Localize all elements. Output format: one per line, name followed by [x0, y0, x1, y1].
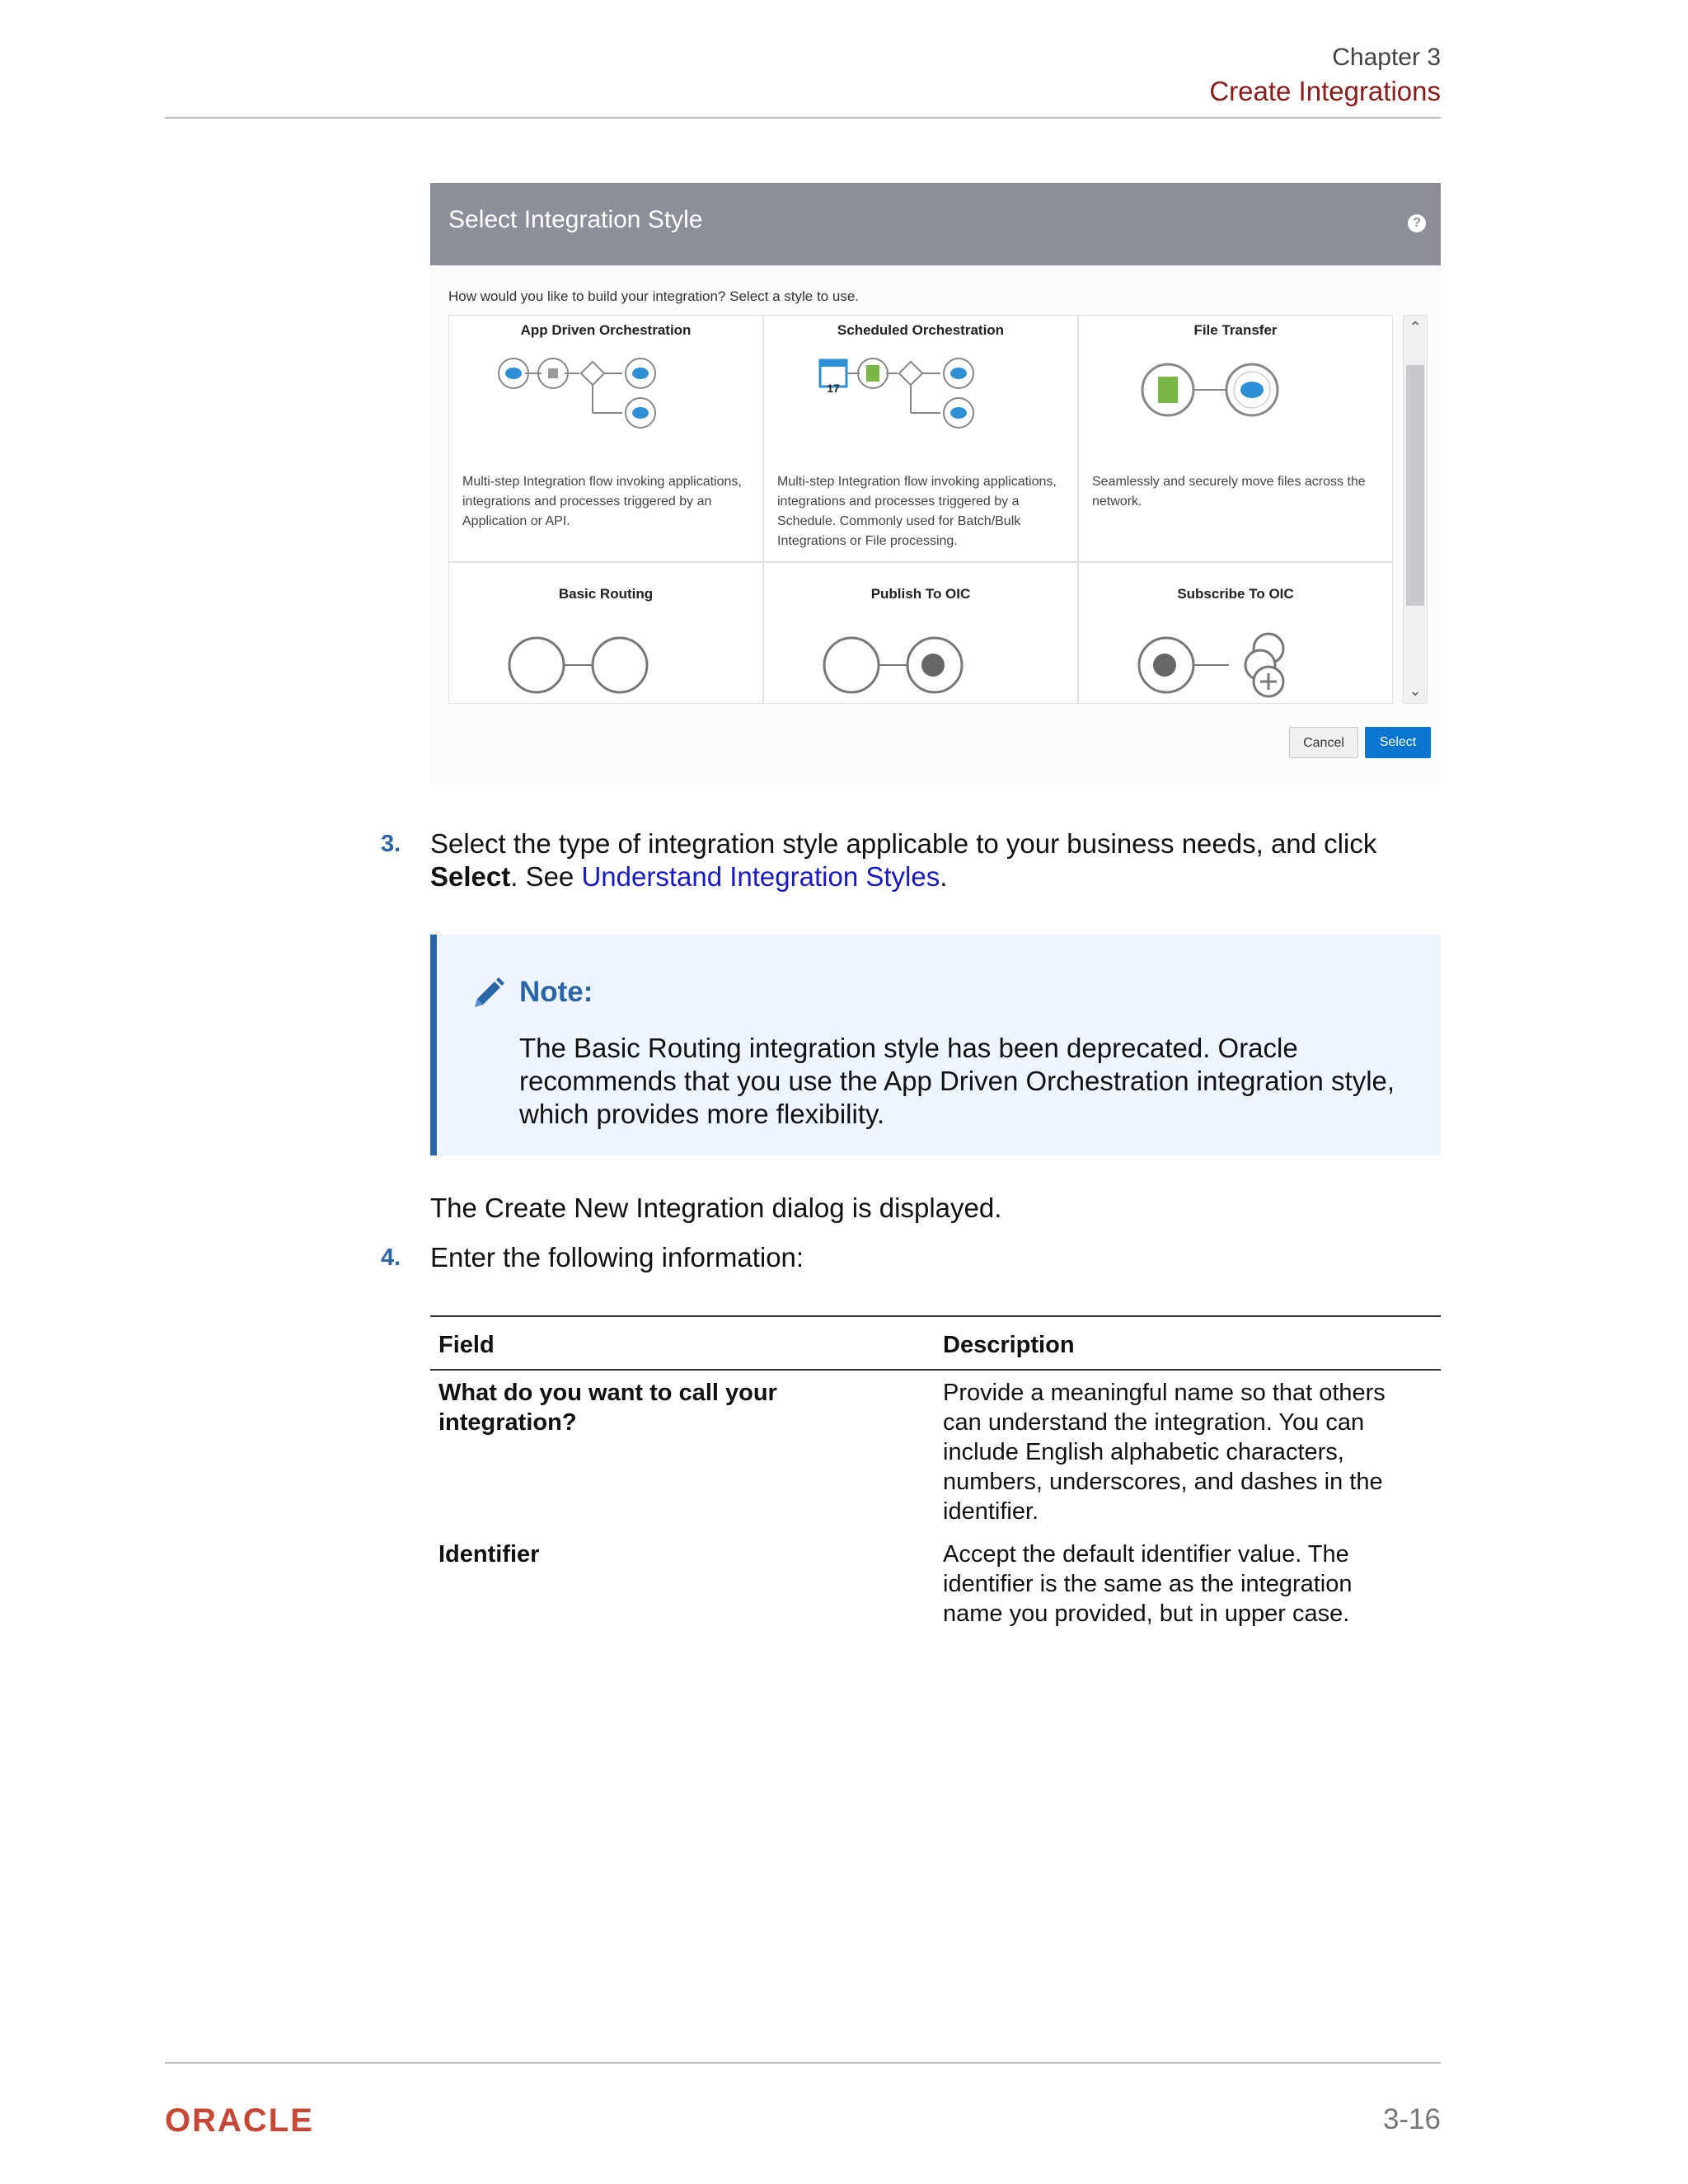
cancel-button[interactable]: Cancel [1289, 727, 1358, 758]
dialog-prompt: How would you like to build your integration? Select a style to use. [448, 288, 859, 304]
column-header-field: Field [438, 1332, 495, 1358]
tile-description: Multi-step Integration flow invoking applications, integrations and processes triggered by a Schedule. Commonly used for Batch/Bulk Integrations or File processing. [777, 475, 1057, 548]
note-title: Note: [519, 976, 593, 1008]
step-text: . See [510, 861, 582, 892]
tile-title: Subscribe To OIC [1177, 586, 1294, 602]
page-header [1209, 41, 1441, 109]
select-button[interactable]: Select [1365, 727, 1431, 758]
select-integration-style-dialog [430, 183, 1441, 785]
publish-to-oic-icon [764, 563, 1079, 705]
footer-divider [165, 2062, 1441, 2064]
tile-description: Multi-step Integration flow invoking applications, integrations and processes triggered by an Application or API. [462, 475, 742, 528]
step-4-text: Enter the following information: [430, 1242, 804, 1272]
app-driven-flow-icon [449, 316, 764, 472]
oracle-logo [165, 2103, 354, 2136]
page-number: 3-16 [1382, 2103, 1441, 2135]
note-text: The Basic Routing integration style has been deprecated. Oracle recommends that you use the App Driven Orchestration integration style, which provides more flexibility. [519, 1033, 1395, 1129]
table-top-rule [430, 1315, 1441, 1317]
subscribe-to-oic-icon [1079, 563, 1394, 705]
scrollbar-thumb[interactable] [1406, 365, 1424, 606]
tile-description: Seamlessly and securely move files across the network. [1092, 475, 1366, 509]
basic-routing-icon [449, 563, 764, 705]
step-text: . [940, 861, 948, 892]
dialog-title-bar [430, 183, 1441, 265]
dialog-displayed-text: The Create New Integration dialog is displayed. [430, 1193, 1002, 1223]
step-3-text [430, 827, 1444, 893]
table-row-description: Accept the default identifier value. The identifier is the same as the integration name you provided, but in upper case. [943, 1541, 1353, 1627]
section-title: Create Integrations [1209, 76, 1441, 106]
style-tile-grid [448, 315, 1411, 704]
step-number: 4. [381, 1244, 401, 1271]
file-transfer-icon [1079, 316, 1394, 472]
header-rule [430, 1369, 1441, 1371]
calendar-day: 17 [827, 382, 840, 395]
help-icon[interactable]: ? [1408, 214, 1426, 232]
note-box [430, 935, 1441, 1155]
chevron-down-icon[interactable]: ⌄ [1409, 682, 1422, 699]
tile-basic-routing[interactable] [448, 562, 763, 704]
step-number: 3. [381, 831, 401, 857]
chevron-up-icon[interactable]: ⌃ [1409, 319, 1422, 335]
tile-title: File Transfer [1193, 322, 1278, 338]
pencil-icon [470, 974, 508, 1012]
oracle-logo-text: ORACLE [165, 2103, 314, 2136]
table-row-field: What do you want to call your integration? [438, 1380, 777, 1436]
scheduled-flow-icon [764, 316, 1079, 472]
tile-subscribe-to-oic[interactable] [1078, 562, 1393, 704]
step-text: Select the type of integration style applicable to your business needs, and click [430, 828, 1377, 859]
dialog-title: Select Integration Style [448, 206, 703, 233]
table-row-description: Provide a meaningful name so that others can understand the integration. You can include English alphabetic characters, numbers, underscores, and dashes in the identifier. [943, 1380, 1386, 1525]
tile-publish-to-oic[interactable] [763, 562, 1078, 704]
column-header-description: Description [943, 1332, 1075, 1358]
table-row-field: Identifier [438, 1541, 540, 1568]
select-emphasis: Select [430, 861, 511, 892]
tile-title: Basic Routing [558, 586, 654, 602]
tile-title: Scheduled Orchestration [837, 322, 1005, 338]
tile-file-transfer[interactable] [1078, 315, 1393, 562]
understand-integration-styles-link[interactable]: Understand Integration Styles [581, 861, 940, 892]
header-divider [165, 117, 1441, 119]
chapter-label: Chapter 3 [1332, 44, 1441, 71]
tile-scheduled-orchestration[interactable] [763, 315, 1078, 562]
tile-title: App Driven Orchestration [520, 322, 692, 338]
tile-title: Publish To OIC [870, 586, 971, 602]
tile-app-driven-orchestration[interactable] [448, 315, 763, 562]
tile-scrollbar[interactable] [1403, 315, 1428, 704]
